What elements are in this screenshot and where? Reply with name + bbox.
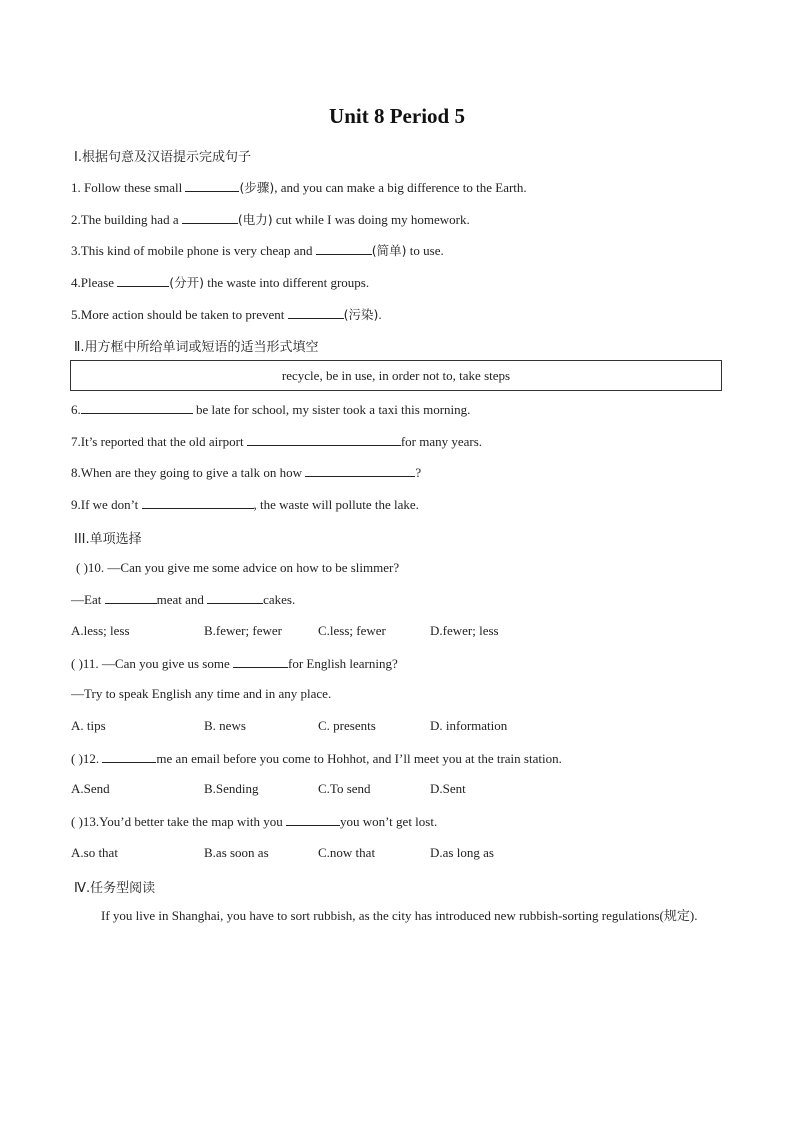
q8-text-a: 8.When are they going to give a talk on how — [71, 465, 306, 480]
q6-blank[interactable] — [81, 401, 193, 414]
q12-option-a[interactable]: A.Send — [71, 781, 110, 796]
question-2 — [71, 210, 470, 228]
section-3-heading: III.单项选择 — [74, 532, 142, 547]
question-11-line2: —Try to speak English any time and in any place. — [71, 686, 332, 701]
q10-option-a[interactable]: A.less; less — [71, 623, 130, 638]
q11-option-a[interactable]: A. tips — [71, 718, 106, 733]
q11-option-c[interactable]: C. presents — [318, 718, 376, 733]
q8-blank[interactable] — [305, 464, 415, 477]
q3-blank[interactable] — [316, 242, 372, 255]
q12-option-b[interactable]: B.Sending — [204, 781, 259, 796]
section-4-heading: Ⅳ.任务型阅读 — [74, 881, 156, 896]
question-10-stem: ( )10. —Can you give me some advice on how to be slimmer? — [76, 560, 400, 575]
question-10-line2 — [71, 591, 295, 608]
q3-text-b: to use. — [406, 243, 444, 258]
q12-option-c[interactable]: C.To send — [318, 781, 371, 796]
q8-text-b: ? — [415, 465, 422, 480]
q13-option-d[interactable]: D.as long as — [430, 845, 494, 860]
q13-blank[interactable] — [286, 813, 340, 826]
q1-text-a: 1. Follow these small — [71, 180, 186, 195]
reading-paragraph: If you live in Shanghai, you have to sort rubbish, as the city has introduced new rubbish-sorting regulations(规定). — [101, 908, 698, 923]
q5-hint: (污染) — [343, 307, 379, 322]
q6-text-a: 6. — [71, 402, 81, 417]
q12-option-d[interactable]: D.Sent — [430, 781, 466, 796]
q13-text-b: you won’t get lost. — [339, 814, 438, 829]
q12-blank[interactable] — [102, 750, 156, 763]
q2-text-a: 2.The building had a — [71, 212, 182, 227]
q9-text-b: , the waste will pollute the lake. — [253, 497, 419, 512]
word-box-text: recycle, be in use, in order not to, take steps — [281, 367, 511, 383]
question-12-stem — [71, 750, 562, 767]
q13-option-b[interactable]: B.as soon as — [204, 845, 269, 860]
q10-blank-1[interactable] — [105, 591, 157, 604]
q2-text-b: cut while I was doing my homework. — [272, 212, 470, 227]
q4-hint: (分开) — [169, 275, 204, 290]
question-1 — [71, 178, 527, 196]
question-6 — [71, 401, 470, 418]
q11-text-a: ( )11. —Can you give us some — [71, 656, 233, 671]
q6-text-b: be late for school, my sister took a taxi this morning. — [192, 402, 471, 417]
q11-option-b[interactable]: B. news — [204, 718, 246, 733]
q1-text-b: , and you can make a big difference to the Earth. — [274, 180, 527, 195]
question-13-stem — [71, 813, 437, 830]
q2-hint: (电力) — [237, 212, 273, 227]
q9-blank[interactable] — [142, 496, 254, 509]
question-4 — [71, 273, 369, 291]
q3-hint: (简单) — [371, 243, 407, 258]
q10-option-d[interactable]: D.fewer; less — [430, 623, 499, 638]
q11-blank[interactable] — [233, 655, 288, 668]
q10-option-b[interactable]: B.fewer; fewer — [204, 623, 282, 638]
q12-text-a: ( )12. — [71, 751, 103, 766]
q7-text-b: for many years. — [400, 434, 483, 449]
question-3 — [71, 241, 444, 259]
q10-text-a: —Eat — [71, 592, 105, 607]
q7-text-a: 7.It’s reported that the old airport — [71, 434, 247, 449]
q4-blank[interactable] — [117, 274, 169, 287]
q10-text-c: cakes. — [263, 592, 296, 607]
section-1-heading: Ⅰ.根据句意及汉语提示完成句子 — [74, 150, 251, 165]
word-box — [70, 360, 722, 391]
page-title: Unit 8 Period 5 — [329, 104, 465, 128]
q13-text-a: ( )13.You’d better take the map with you — [71, 814, 286, 829]
q10-text-b: meat and — [156, 592, 208, 607]
question-5 — [71, 305, 382, 323]
q4-text-b: the waste into different groups. — [203, 275, 370, 290]
q11-text-b: for English learning? — [288, 656, 398, 671]
q4-text-a: 4.Please — [71, 275, 118, 290]
q13-option-a[interactable]: A.so that — [71, 845, 118, 860]
q10-option-c[interactable]: C.less; fewer — [318, 623, 386, 638]
q13-option-c[interactable]: C.now that — [318, 845, 376, 860]
question-9 — [71, 496, 419, 513]
q12-text-b: me an email before you come to Hohhot, and I’ll meet you at the train station. — [156, 751, 562, 766]
q9-text-a: 9.If we don’t — [71, 497, 142, 512]
question-11-stem — [71, 655, 398, 672]
q3-text-a: 3.This kind of mobile phone is very cheap and — [71, 243, 316, 258]
question-8 — [71, 464, 421, 481]
q10-blank-2[interactable] — [207, 591, 263, 604]
q5-blank[interactable] — [288, 306, 344, 319]
q5-text-a: 5.More action should be taken to prevent — [71, 307, 288, 322]
q1-hint: (步骤) — [239, 180, 275, 195]
q7-blank[interactable] — [247, 433, 401, 446]
q11-option-d[interactable]: D. information — [430, 718, 508, 733]
q2-blank[interactable] — [182, 211, 238, 224]
question-7 — [71, 433, 482, 450]
q1-blank[interactable] — [185, 179, 239, 192]
section-2-heading: Ⅱ.用方框中所给单词或短语的适当形式填空 — [74, 340, 319, 355]
q5-text-b: . — [378, 307, 382, 322]
